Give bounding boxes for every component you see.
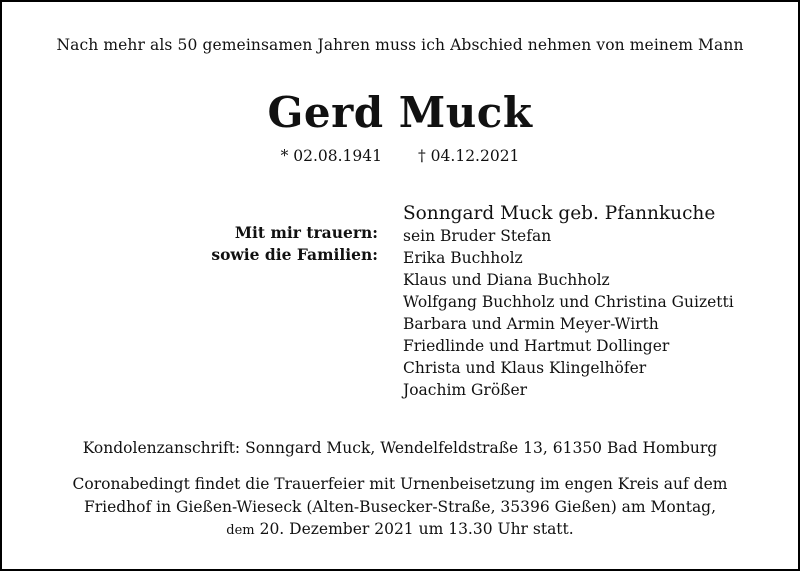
mourner-name: Friedlinde und Hartmut Dollinger <box>403 337 670 355</box>
life-dates <box>2 147 798 165</box>
condolence-address: Kondolenzanschrift: Sonngard Muck, Wendelfeldstraße 13, 61350 Bad Homburg <box>82 439 718 457</box>
mourner-name: Joachim Größer <box>403 381 528 399</box>
deceased-name: Gerd Muck <box>267 88 533 137</box>
mourner-name: Sonngard Muck geb. Pfannkuche <box>403 203 716 224</box>
mourner-name: Barbara und Armin Meyer-Wirth <box>403 315 659 333</box>
ceremony-line <box>2 518 798 543</box>
death-date: † 04.12.2021 <box>418 147 520 165</box>
ceremony-info <box>2 473 798 543</box>
families-label: sowie die Familien: <box>211 245 378 264</box>
mourners-labels <box>211 222 378 266</box>
mourner-name: Klaus und Diana Buchholz <box>403 271 610 289</box>
mourner-name: sein Bruder Stefan <box>403 227 552 245</box>
mourner-name: Christa und Klaus Klingelhöfer <box>403 359 647 377</box>
ceremony-prefix: dem <box>226 523 255 538</box>
mourners-label: Mit mir trauern: <box>234 223 378 242</box>
ceremony-line: Friedhof in Gießen-Wieseck (Alten-Busecker-Straße, 35396 Gießen) am Montag, <box>83 497 717 516</box>
mourner-name: Erika Buchholz <box>403 249 523 267</box>
mourner-name: Wolfgang Buchholz und Christina Guizetti <box>403 293 734 311</box>
birth-date: * 02.08.1941 <box>280 147 382 165</box>
ceremony-line: Coronabedingt findet die Trauerfeier mit Urnenbeisetzung im engen Kreis auf dem <box>72 475 728 493</box>
mourners-list <box>403 201 734 401</box>
intro-text: Nach mehr als 50 gemeinsamen Jahren muss ich Abschied nehmen von meinem Mann <box>56 36 744 54</box>
ceremony-date: 20. Dezember 2021 um 13.30 Uhr statt. <box>259 520 574 538</box>
